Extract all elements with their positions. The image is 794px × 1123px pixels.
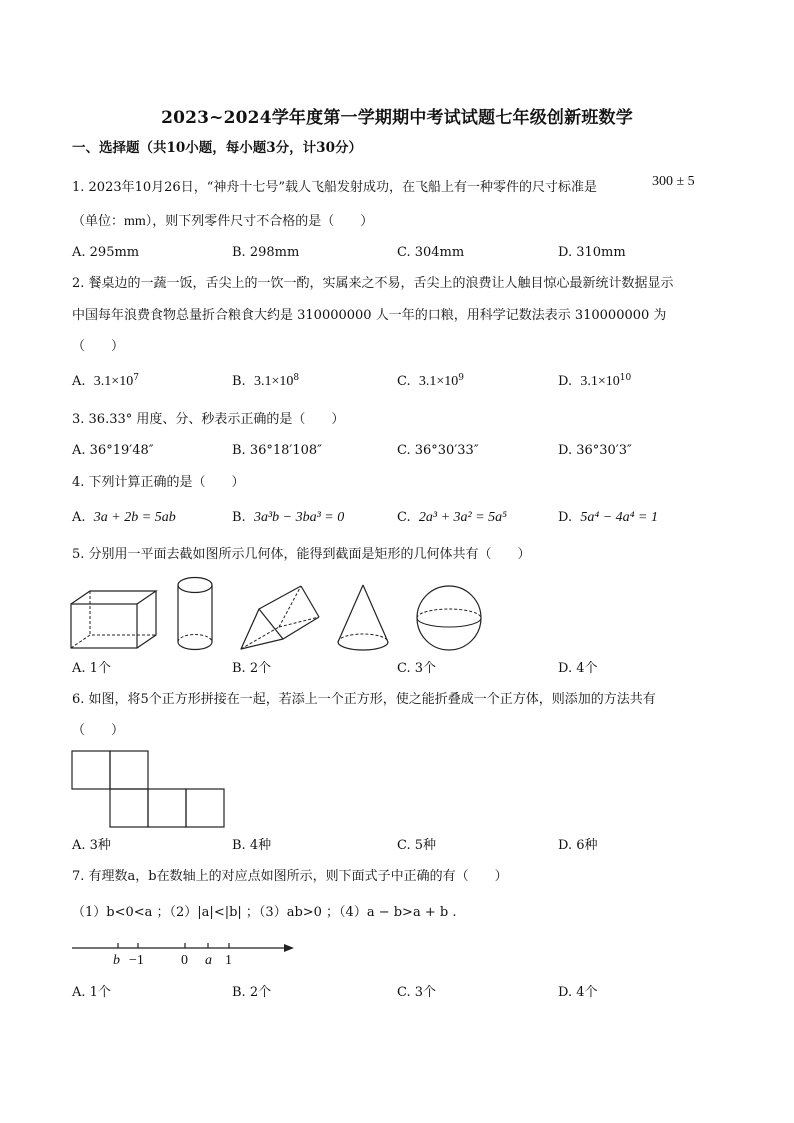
sphere-figure	[414, 583, 484, 653]
option-label: D.	[558, 374, 573, 389]
question-2-answer-blank: （ ）	[72, 339, 125, 354]
option-exponent: 9	[458, 373, 465, 383]
option-expression: 3a + 2b = 5ab	[93, 510, 176, 525]
question-2-text: 2. 餐桌边的一蔬一饭，舌尖上的一饮一酌，实属来之不易，舌尖上的浪费让人触目惊心最新统计数据显示	[72, 276, 674, 291]
option-a[interactable]: A. 3种	[72, 838, 111, 853]
option-b[interactable]: B. 2个	[232, 985, 272, 1000]
option-base: 3.1×10	[253, 374, 294, 389]
section-heading: 一、选择题（共10小题，每小题3分，计30分）	[72, 140, 362, 156]
option-b[interactable]	[232, 510, 344, 526]
exam-title: 2023~2024学年度第一学期期中考试试题七年级创新班数学	[161, 108, 633, 128]
option-base: 3.1×10	[580, 374, 620, 389]
option-a[interactable]	[72, 510, 176, 526]
option-d[interactable]: D. 4个	[558, 985, 598, 1000]
option-c[interactable]: C. 3个	[397, 661, 437, 676]
question-1-unit-prefix: （单位：	[72, 214, 125, 229]
question-1-text: 1. 2023年10月26日，“神舟十七号”载人飞船发射成功，在飞船上有一种零件的尺寸标准是	[72, 180, 597, 195]
option-b[interactable]: B. 2个	[232, 661, 272, 676]
option-b[interactable]: B. 36°18′108″	[232, 443, 323, 458]
option-expression: 3a³b − 3ba³ = 0	[253, 510, 345, 525]
option-a[interactable]: A. 1个	[72, 661, 111, 676]
triangular-prism-figure	[239, 585, 321, 651]
option-c[interactable]	[397, 510, 507, 526]
option-exponent: 10	[619, 373, 632, 383]
question-7-statements: （1）b<0<a ；（2）|a|<|b| ；（3）ab>0 ；（4）a − b>a + b .	[72, 905, 457, 920]
option-expression: 5a⁴ − 4a⁴ = 1	[580, 510, 658, 525]
option-b[interactable]: B. 4种	[232, 838, 272, 853]
option-a[interactable]	[72, 374, 139, 390]
axis-label-one: 1	[225, 953, 232, 968]
squares-net-figure	[71, 750, 227, 830]
option-a[interactable]: A. 295mm	[72, 245, 140, 260]
option-label: C.	[397, 510, 411, 525]
question-1-text-line2	[72, 214, 373, 230]
option-b[interactable]: B. 298mm	[232, 245, 300, 260]
option-exponent: 7	[133, 373, 139, 383]
question-7-text: 7. 有理数a，b在数轴上的对应点如图所示，则下面式子中正确的有（ ）	[72, 869, 508, 884]
question-3-text: 3. 36.33° 用度、分、秒表示正确的是（ ）	[72, 412, 345, 427]
option-d[interactable]	[558, 374, 631, 390]
option-c[interactable]	[397, 374, 464, 390]
question-1-tolerance: 300 ± 5	[652, 174, 695, 189]
option-c[interactable]: C. 36°30′33″	[397, 443, 479, 458]
question-6-answer-blank: （ ）	[72, 723, 125, 738]
option-d[interactable]: D. 36°30′3″	[558, 443, 632, 458]
option-exponent: 8	[293, 373, 300, 383]
cuboid-figure	[70, 590, 160, 650]
option-a[interactable]: A. 1个	[72, 985, 111, 1000]
question-1-unit: mm	[124, 214, 146, 229]
option-d[interactable]: D. 310mm	[558, 245, 626, 260]
question-5-text: 5. 分别用一平面去截如图所示几何体，能得到截面是矩形的几何体共有（ ）	[72, 547, 531, 562]
option-c[interactable]: C. 304mm	[397, 245, 465, 260]
option-d[interactable]	[558, 510, 658, 526]
option-label: A.	[72, 510, 86, 525]
question-6-text: 6. 如图，将5个正方形拼接在一起，若添上一个正方形，使之能折叠成一个正方体，则添加的方法共有	[72, 692, 656, 707]
question-1-unit-suffix: ），则下列零件尺寸不合格的是（ ）	[145, 214, 374, 229]
option-c[interactable]: C. 5种	[397, 838, 437, 853]
option-expression: 2a³ + 3a² = 5a⁵	[418, 510, 508, 525]
option-d[interactable]: D. 4个	[558, 661, 598, 676]
option-b[interactable]	[232, 374, 299, 390]
option-label: D.	[558, 510, 573, 525]
axis-label-a: a	[205, 953, 212, 968]
axis-label-neg-one: −1	[129, 953, 144, 968]
option-label: B.	[232, 374, 246, 389]
option-d[interactable]: D. 6种	[558, 838, 598, 853]
axis-label-b: b	[113, 953, 120, 968]
option-c[interactable]: C. 3个	[397, 985, 437, 1000]
axis-label-zero: 0	[181, 953, 188, 968]
cylinder-figure	[175, 576, 215, 652]
option-label: C.	[397, 374, 411, 389]
option-a[interactable]: A. 36°19′48″	[72, 443, 154, 458]
option-base: 3.1×10	[93, 374, 134, 389]
option-label: B.	[232, 510, 246, 525]
question-2-text-line2: 中国每年浪费食物总量折合粮食大约是 310000000 人一年的口粮，用科学记数法表示 310000000 为	[72, 308, 667, 323]
question-4-text: 4. 下列计算正确的是（ ）	[72, 475, 245, 490]
option-base: 3.1×10	[418, 374, 459, 389]
option-label: A.	[72, 374, 86, 389]
cone-figure	[336, 584, 390, 654]
